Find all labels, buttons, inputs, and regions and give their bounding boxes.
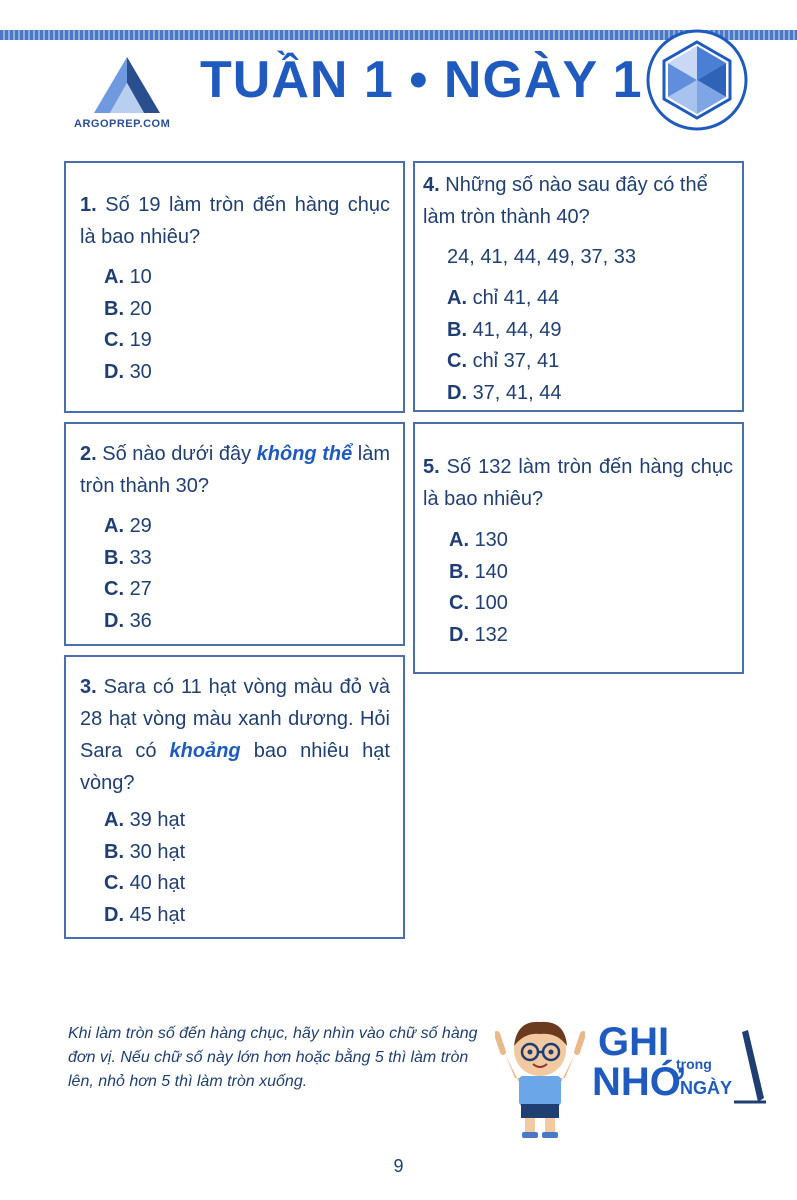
question-emphasis: khoảng [169,740,241,762]
option-a[interactable]: A. 29 [104,515,152,537]
ngay-label: NGÀY [680,1078,733,1098]
question-emphasis: không thể [256,443,353,465]
pencil-icon [728,1028,768,1106]
option-a[interactable]: A. chỉ 41, 44 [447,287,560,309]
argoprep-logo [92,55,162,115]
option-d[interactable]: D. 30 [104,360,152,383]
question-3-options [104,805,185,931]
option-d[interactable]: D. 132 [449,623,508,646]
option-d[interactable]: D. 37, 41, 44 [447,381,562,404]
hexagon-badge-icon [645,28,749,132]
option-b[interactable]: B. 140 [449,560,508,583]
question-card-2 [64,422,405,646]
option-b[interactable]: B. 41, 44, 49 [447,318,562,341]
option-c[interactable]: C. 19 [104,329,152,351]
option-b[interactable]: B. 33 [104,546,152,569]
option-c[interactable]: C. 100 [449,592,508,614]
question-card-1 [64,161,405,413]
option-c[interactable]: C. 40 hạt [104,872,186,894]
question-number: 5. [423,456,440,478]
question-prompt: Số 132 làm tròn đến hàng chục là bao nhiêu? [423,456,734,510]
question-number: 4. [423,174,440,196]
question-prompt-start: Sara có 11 hạt vòng màu đỏ và 28 hạt vòng màu xanh dương. Hỏi Sara có [80,676,390,762]
question-prompt: Những số nào sau đây có thể làm tròn thành 40? [423,174,708,228]
question-prompt: Số 19 làm tròn đến hàng chục là bao nhiêu? [80,194,390,248]
logo-text: ARGOPREP.COM [74,118,171,130]
question-1-text [80,189,390,253]
question-prompt-start: Số nào dưới đây [102,443,252,465]
question-5-options [449,525,508,651]
question-card-4 [413,161,744,412]
question-3-text [80,671,390,799]
question-number: 1. [80,194,97,216]
question-1-options [104,262,152,388]
question-5-text [423,451,733,515]
question-number: 3. [80,676,97,698]
page-title: TUẦN 1 • NGÀY 1 [200,51,643,109]
option-a[interactable]: A. 10 [104,266,152,288]
question-2-text [80,438,390,502]
question-4-options [447,283,562,409]
question-card-5 [413,422,744,674]
number-list: 24, 41, 44, 49, 37, 33 [447,246,637,268]
question-prompt-end: bao nhiêu hạt vòng? [80,740,390,794]
question-card-3 [64,655,405,939]
question-number: 2. [80,443,97,465]
kid-illustration-icon [495,1012,585,1140]
tip-text: Khi làm tròn số đến hàng chục, hãy nhìn vào chữ số hàng đơn vị. Nếu chữ số này lớn hơn hoặc bằng 5 thì làm tròn lên, nhỏ hơn 5 thì làm tròn xuống. [68,1025,478,1090]
ghi-label: GHI [598,1020,670,1064]
option-d[interactable]: D. 45 hạt [104,903,186,926]
option-a[interactable]: A. 39 hạt [104,809,186,831]
option-c[interactable]: C. 27 [104,578,152,600]
option-d[interactable]: D. 36 [104,609,152,632]
question-2-options [104,511,152,637]
nho-label: NHỚ [592,1060,684,1104]
trong-label: trong [676,1056,712,1072]
question-prompt-end: làm tròn thành 30? [80,443,390,497]
question-4-text [423,169,733,233]
option-c[interactable]: C. chỉ 37, 41 [447,350,560,372]
page-number: 9 [393,1156,404,1176]
option-b[interactable]: B. 20 [104,297,152,320]
option-b[interactable]: B. 30 hạt [104,840,186,863]
option-a[interactable]: A. 130 [449,529,508,551]
